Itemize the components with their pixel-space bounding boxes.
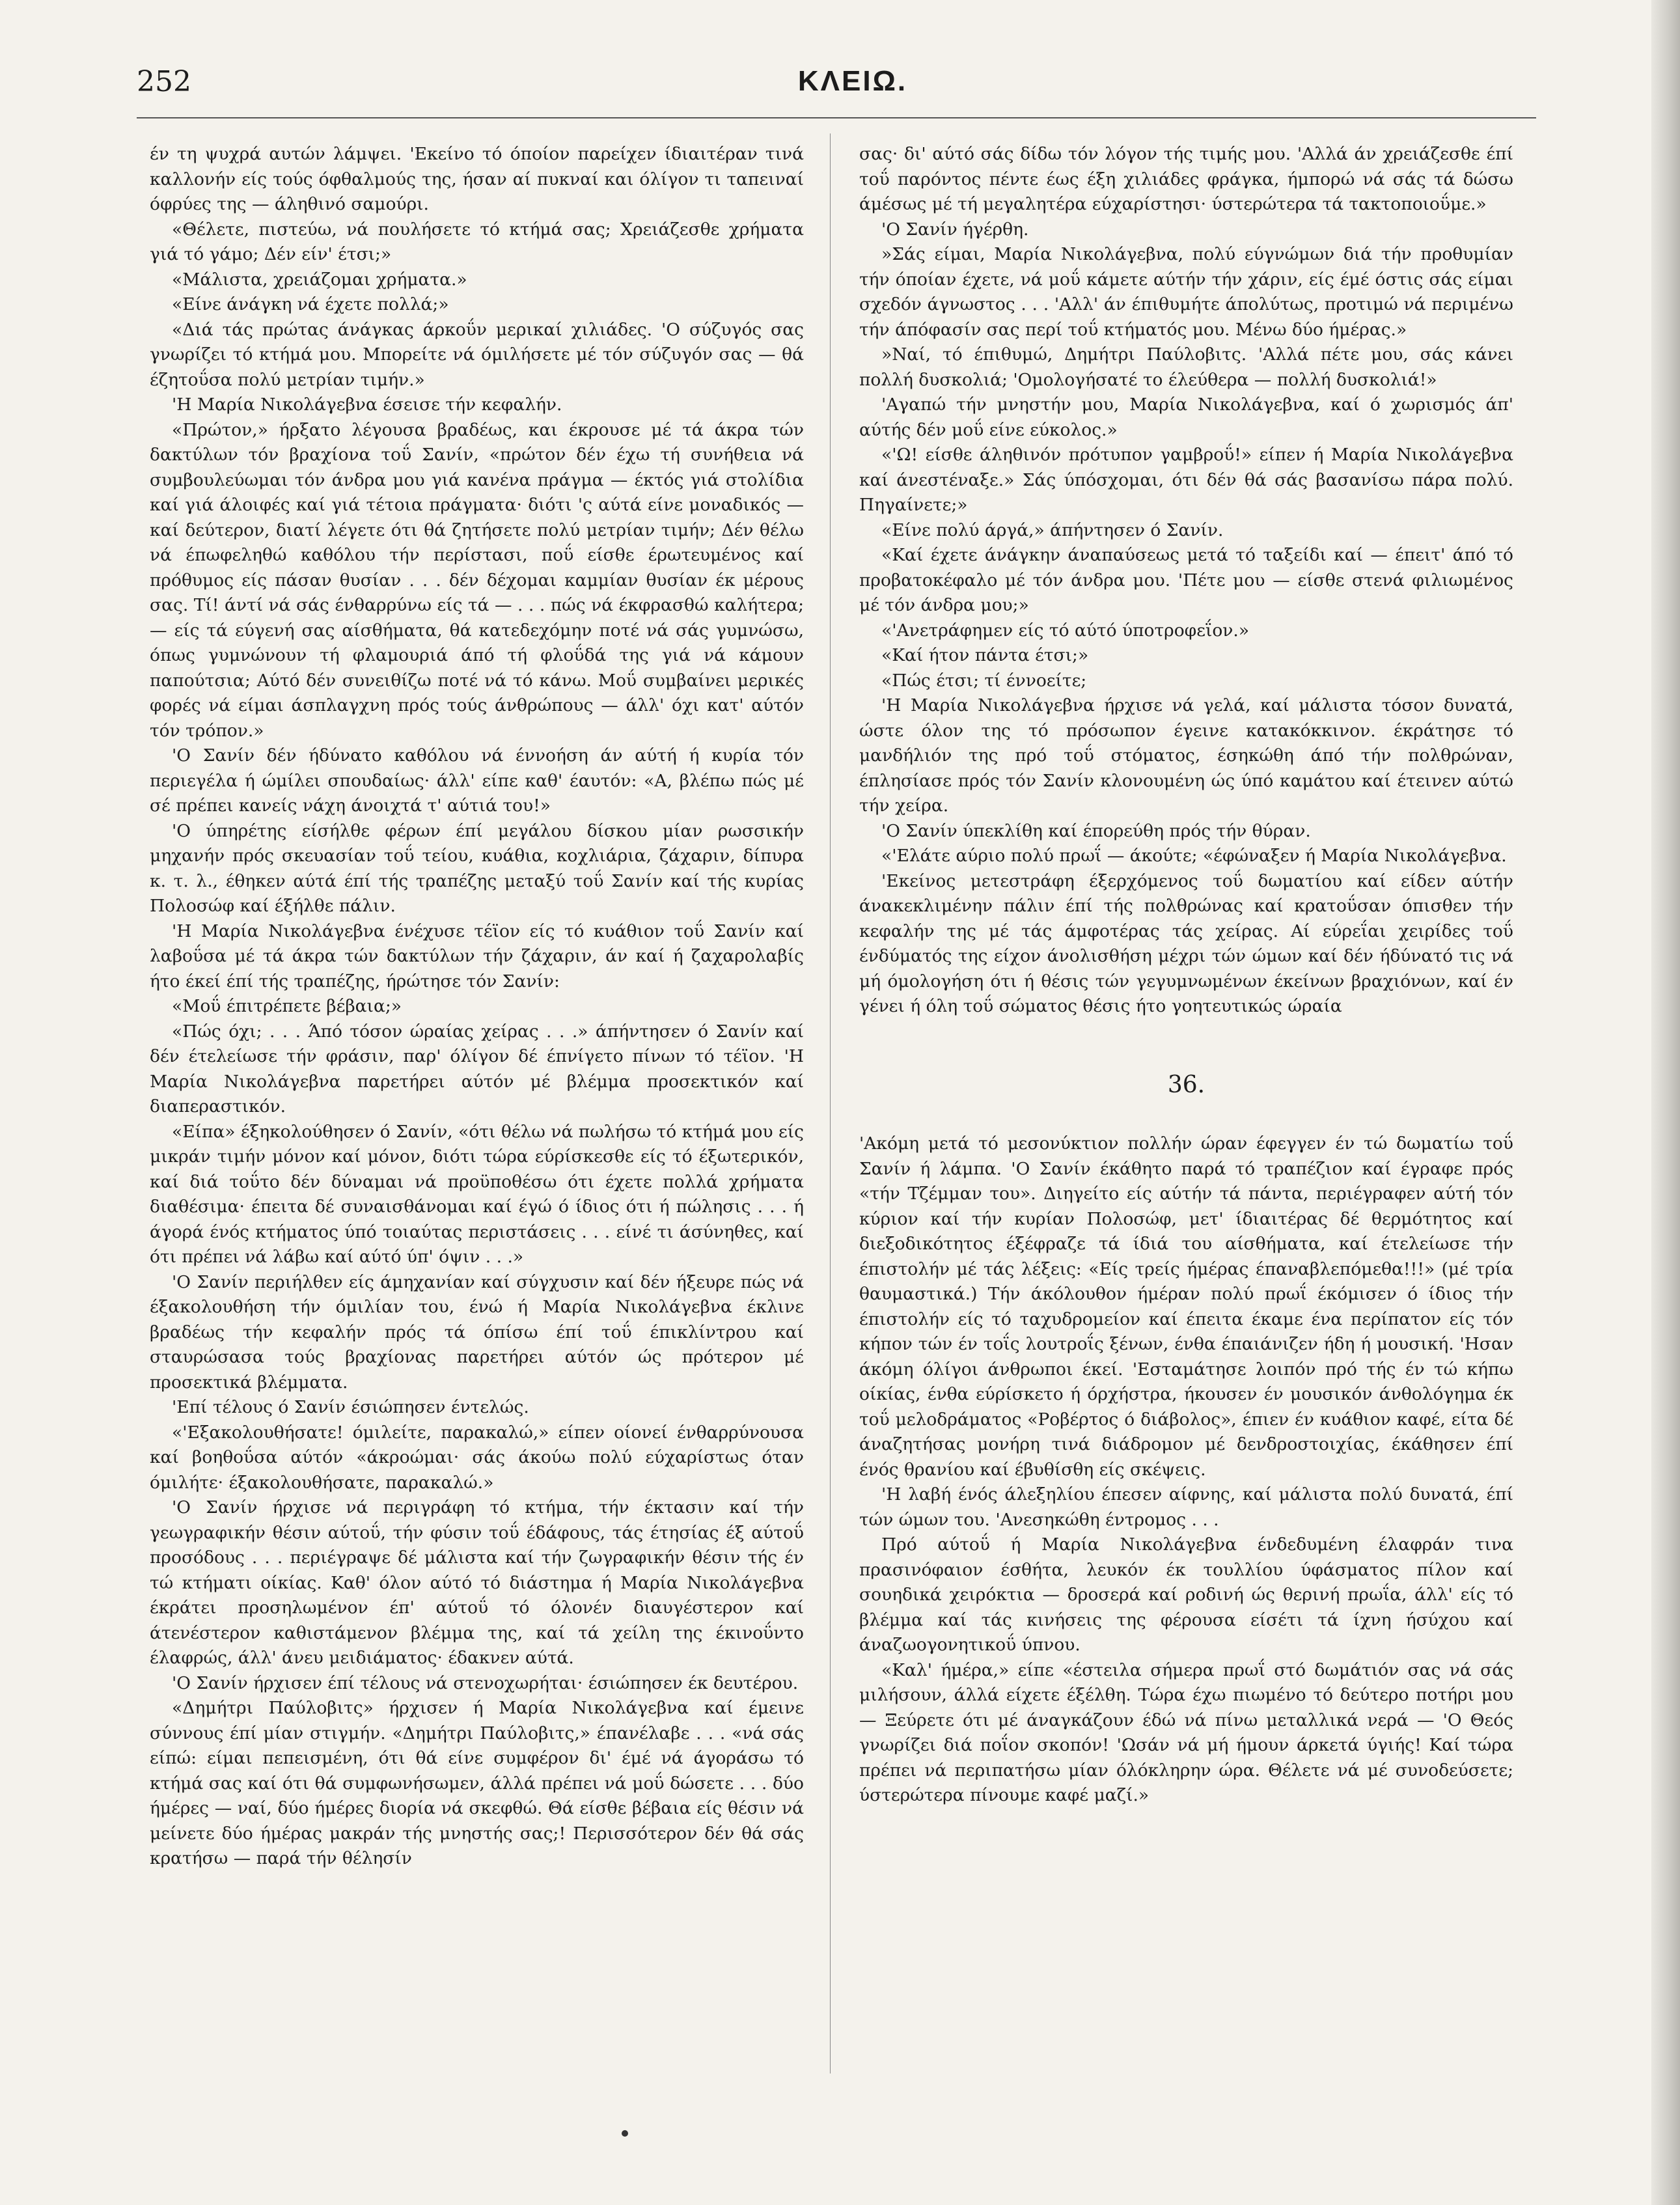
paragraph: 'Η Μαρία Νικολάγεβνα ήρχισε νά γελά, καί μάλιστα τόσον δυνατά, ώστε όλον της τό πρόσωπον έγεινε κατακόκκινον. έκράτησε τό μανδήλιόν της πρό τοΰ στόματος, έσηκώθη άπό τήν πολθρώναν, έπλησίασε πρός τόν Σανίν κλονουμένη ώς ύπό καμάτου καί έτεινεν αύτώ τήν χείρα. [859, 695, 1513, 816]
right-column-text-after-section [859, 1131, 1513, 1809]
paragraph: «Θέλετε, πιστεύω, νά πουλήσετε τό κτήμά σας; Χρειάζεσθε χρήματα γιά τό γάμο; Δέν είν' έτσι;» [150, 219, 804, 264]
header-rule [137, 117, 1536, 118]
paragraph: 'Επί τέλους ό Σανίν έσιώπησεν έντελώς. [172, 1397, 529, 1417]
paragraph: «Είπα» έξηκολούθησεν ό Σανίν, «ότι θέλω νά πωλήσω τό κτήμά μου είς μικράν τιμήν μόνον καί μόνον, διότι τώρα εύρίσκεσθε είς τό έξωτερικόν, καί διά τοΰτο δέν δύναμαι νά προϋποθέσω ότι έχετε πολλά χρήματα διαθέσιμα· έπειτα δέ συναισθάνομαι καί έγώ ό ίδιος ότι ή πώλησις . . . ή άγορά ένός κτήματος ύπό τοιαύτας περιστάσεις . . . είνέ τι άσύνηθες, καί ότι πρέπει νά λάβω καί αύτό ύπ' όψιν . . .» [150, 1121, 804, 1267]
paragraph: «'Εξακολουθήσατε! όμιλείτε, παρακαλώ,» είπεν οίονεί ένθαρρύνουσα καί βοηθοΰσα αύτόν «άκροώμαι· σάς άκούω πολύ εύχαρίστως όταν όμιλήτε· έξακολουθήσατε, παρακαλώ.» [150, 1422, 804, 1493]
right-column-text-before-section [859, 142, 1513, 1019]
paragraph: «Μάλιστα, χρειάζομαι χρήματα.» [172, 269, 467, 290]
paragraph: 'Ο Σανίν ήρχισε νά περιγράφη τό κτήμα, τήν έκτασιν καί τήν γεωγραφικήν θέσιν αύτοΰ, τήν φύσιν τοΰ έδάφους, τάς έτησίας έξ αύτοΰ προσόδους . . . περιέγραψε δέ μάλιστα καί τήν ζωγραφικήν θέσιν τής έν τώ κτήματι οίκίας. Καθ' όλον αύτό τό διάστημα ή Μαρία Νικολάγεβνα έκράτει προσηλωμένον έπ' αύτοΰ τό όλονέν διαυγέστερον καί άτενέστερον καθιστάμενον βλέμμα της, καί τά χείλη της έκινοΰντο έλαφρώς, άλλ' άνευ μειδιάματος· έδακνεν αύτά. [150, 1497, 804, 1668]
paragraph: 'Εκείνος μετεστράφη έξερχόμενος τοΰ δωματίου καί είδεν αύτήν άνακεκλιμένην πάλιν έπί τής πολθρώνας καί κρατοΰσαν όπισθεν τήν κεφαλήν της μέ τάς άμφοτέρας τάς χείρας. Αί εύρεΐαι χειρίδες τοΰ ένδύματός της είχον άνολισθήση μέχρι τών ώμων καί δέν ήδύνατό τις νά μή όμολογήση ότι ή θέσις τών γεγυμνωμένων έκείνων βραχιόνων, καί έν γένει ή όλη τοΰ σώματος θέσις ήτο γοητευτικώς ώραία [859, 870, 1513, 1016]
column-divider [830, 133, 831, 2073]
paragraph: «Πώς όχι; . . . Άπό τόσον ώραίας χείρας . . .» άπήντησεν ό Σανίν καί δέν έτελείωσε τήν φράσιν, παρ' όλίγον δέ έπνίγετο πίνων τό τέϊον. 'Η Μαρία Νικολάγεβνα παρετήρει αύτόν μέ βλέμμα προσεκτικόν καί διαπεραστικόν. [150, 1021, 804, 1116]
section-number: 36. [1167, 1071, 1205, 1098]
paragraph: 'Ο Σανίν δέν ήδύνατο καθόλου νά έννοήση άν αύτή ή κυρία τόν περιεγέλα ή ώμίλει σπουδαίως· άλλ' είπε καθ' έαυτόν: «Α, βλέπω πώς μέ σέ πρέπει κανείς νάχη άνοιχτά τ' αύτιά του!» [150, 745, 804, 816]
paragraph: 'Η Μαρία Νικολάγεβνα ένέχυσε τέϊον είς τό κυάθιον τοΰ Σανίν καί λαβοΰσα μέ τά άκρα τών δακτύλων τήν ζάχαριν, άν καί ή ζαχαρολαβίς ήτο έκεί έπί τής τραπέζης, ήρώτησε τόν Σανίν: [150, 921, 804, 992]
paragraph: 'Ο Σανίν ύπεκλίθη καί έπορεύθη πρός τήν θύραν. [881, 820, 1311, 841]
paragraph: «Μοΰ έπιτρέπετε βέβαια;» [172, 996, 402, 1016]
paragraph: 'Η λαβή ένός άλεξηλίου έπεσεν αίφνης, καί μάλιστα πολύ δυνατά, έπί τών ώμων του. 'Ανεσηκώθη έντρομος . . . [859, 1484, 1513, 1530]
paragraph: έν τη ψυχρά αυτών λάμψει. 'Εκείνο τό όποίον παρείχεν ίδιαιτέραν τινά καλλονήν είς τούς όφθαλμούς της, ήσαν αί πυκναί και όλίγον τι ταπειναί όφρύες της — άληθινό σαμούρι. [150, 144, 804, 214]
left-column [150, 142, 804, 2160]
page-number: 252 [137, 65, 191, 98]
paragraph: 'Ο Σανίν περιήλθεν είς άμηχανίαν καί σύγχυσιν καί δέν ήξευρε πώς νά έξακολουθήση τήν όμιλίαν του, ένώ ή Μαρία Νικολάγεβνα έκλινε βραδέως τήν κεφαλήν πρός τά όπίσω έπί τοΰ έπικλίντρου καί σταυρώσασα τούς βραχίονας παρετήρει αύτόν ώς πρότερον μέ προσεκτικά βλέμματα. [150, 1271, 804, 1393]
paragraph: «'Ελάτε αύριο πολύ πρωΐ — άκούτε; «έφώναξεν ή Μαρία Νικολάγεβνα. [881, 846, 1507, 866]
paragraph: 'Η Μαρία Νικολάγεβνα έσεισε τήν κεφαλήν. [172, 395, 562, 415]
paragraph: 'Ακόμη μετά τό μεσονύκτιον πολλήν ώραν έφεγγεν έν τώ δωματίω τοΰ Σανίν ή λάμπα. 'Ο Σανίν έκάθητο παρά τό τραπέζιον καί έγραφε πρός «τήν Τζέμμαν του». Διηγείτο είς αύτήν τά πάντα, περιέγραφεν αύτή τόν κύριον καί τήν κυρίαν Πολοσώφ, μετ' ίδιαιτέρας δέ θερμότητος καί διεξοδικότητος έξέφραζε τά ίδιά του αίσθήματα, καί έτελείωσε τήν έπιστολήν μέ τάς λέξεις: «Είς τρείς ήμέρας έπαναβλεπόμεθα!!!» (μέ τρία θαυμαστικά.) Τήν άκόλουθον ήμέραν πολύ πρωΐ έκόμισεν ό ίδιος τήν έπιστολήν είς τό ταχυδρομείον καί έπειτα έκαμε ένα περίπατον είς τόν κήπον τών έν τοΐς λουτροΐς ξένων, ένθα έπαιάνιζεν ήδη ή μουσική. 'Ησαν άκόμη όλίγοι άνθρωποι έκεί. 'Εσταμάτησε λοιπόν πρό τής έν τώ κήπω οίκίας, ένθα εύρίσκετο ή όρχήστρα, ήκουσεν έν μουσικόν άνθολόγημα έκ τοΰ μελοδράματος «Ροβέρτος ό διάβολος», έπιεν έν κυάθιον καφέ, είτα δέ άναζητήσας μονήρη τινά διάδρομον μέ δενδροστοιχίας, έκάθησεν έπί ένός θρανίου καί έβυθίσθη είς σκέψεις. [859, 1133, 1513, 1480]
paragraph: «'Ανετράφημεν είς τό αύτό ύποτροφεΐον.» [881, 620, 1250, 641]
paragraph: «Πώς έτσι; τί έννοείτε; [881, 670, 1087, 691]
paragraph: «Πρώτον,» ήρξατο λέγουσα βραδέως, και έκρουσε μέ τά άκρα τών δακτύλων τόν βραχίονα τοΰ Σανίν, «πρώτον δέν έχω τή συνήθεια νά συμβουλεύωμαι τόν άνδρα μου γιά κανένα πράγμα — έκτός γιά στολίδια καί γιά άλοιφές καί γιά τέτοια πράγματα· διότι 'ς αύτά είνε μοναδικός — καί δεύτερον, διατί λέγετε ότι θά ζητήσετε πολύ μετρίαν τιμήν; Δέν θέλω νά έπωφεληθώ καθόλου τήν περίστασι, ποΰ είσθε έρωτευμένος καί πρόθυμος είς πάσαν θυσίαν . . . δέν δέχομαι καμμίαν θυσίαν έκ μέρους σας. Τί! άντί νά σάς ένθαρρύνω είς τά — . . . πώς νά έκφρασθώ καλήτερα; — είς τά εύγενή σας αίσθήματα, θά κατεδεχόμην ποτέ νά σάς γυμνώσω, όπως γυμνώνουν τή φλαμουριά άπό τή φλοΰδά της γιά νά κάμουν παπούτσια; Αύτό δέν συνειθίζω ποτέ νά τό κάνω. Μοΰ συμβαίνει μερικές φορές νά είμαι άσπλαγχνη πρός τούς άνθρώπους — άλλ' όχι κατ' αύτόν τόν τρόπον.» [150, 419, 804, 741]
paragraph: »Σάς είμαι, Μαρία Νικολάγεβνα, πολύ εύγνώμων διά τήν προθυμίαν τήν όποίαν έχετε, νά μοΰ κάμετε αύτήν τήν χάριν, είς έμέ όστις σάς είμαι σχεδόν άγνωστος . . . 'Αλλ' άν έπιθυμήτε άπολύτως, προτιμώ νά περιμένω τήν άπόφασίν σας περί τοΰ κτήματός μου. Μένω δύο ήμέρας.» [859, 244, 1513, 340]
page-header [137, 65, 1569, 111]
right-column [859, 142, 1513, 2160]
paragraph: «Είνε πολύ άργά,» άπήντησεν ό Σανίν. [881, 520, 1224, 540]
paragraph: «Διά τάς πρώτας άνάγκας άρκοΰν μερικαί χιλιάδες. 'Ο σύζυγός σας γνωρίζει τό κτήμά μου. Μπορείτε νά όμιλήσετε μέ τόν σύζυγόν σας — θά έζητοΰσα πολύ μετρίαν τιμήν.» [150, 319, 804, 390]
paragraph: 'Αγαπώ τήν μνηστήν μου, Μαρία Νικολάγεβνα, καί ό χωρισμός άπ' αύτής δέν μοΰ είνε εύκολος.» [859, 395, 1513, 440]
paragraph: »Ναί, τό έπιθυμώ, Δημήτρι Παύλοβιτς. 'Αλλά πέτε μου, σάς κάνει πολλή δυσκολιά; 'Ομολογήσατέ το έλεύθερα — πολλή δυσκολιά!» [859, 344, 1513, 390]
running-head: ΚΛΕΙΩ. [797, 65, 908, 97]
paragraph: «Καί ήτον πάντα έτσι;» [881, 645, 1089, 665]
paragraph: «Καλ' ήμέρα,» είπε «έστειλα σήμερα πρωΐ στό δωμάτιόν σας νά σάς μιλήσουν, άλλά είχετε έξέλθη. Τώρα έχω πιωμένο τό δεύτερο ποτήρι μου — Ξεύρετε ότι μέ άναγκάζουν έδώ νά πίνω μεταλλικά νερά — 'Ο Θεός γνωρίζει διά ποΐον σκοπόν! 'Ωσάν νά μή ήμουν άρκετά ύγιής! Καί τώρα πρέπει νά περιπατήσω μίαν όλόκληρην ώρα. Θέλετε νά μέ συνοδεύσετε; ύστερώτερα πίνουμε καφέ μαζί.» [859, 1659, 1513, 1805]
paragraph: «Δημήτρι Παύλοβιτς» ήρχισεν ή Μαρία Νικολάγεβνα καί έμεινε σύννους έπί μίαν στιγμήν. «Δημήτρι Παύλοβιτς,» έπανέλαβε . . . «νά σάς είπώ: είμαι πεπεισμένη, ότι θά είνε συμφέρον δι' έμέ νά άγοράσω τό κτήμά σας καί ότι θά συμφωνήσωμεν, άλλά πρέπει νά μοΰ δώσετε . . . δύο ήμέρες — ναί, δύο ήμέρες διορία νά σκεφθώ. Θά είσθε βέβαια είς θέσιν νά μείνετε δύο ήμέρας μακράν τής μνηστής σας;! Περισσότερον δέν θά σάς κρατήσω — παρά τήν θέλησίν [150, 1698, 804, 1868]
paragraph: 'Ο Σανίν ήρχισεν έπί τέλους νά στενοχωρήται· έσιώπησεν έκ δευτέρου. [172, 1672, 799, 1693]
page-edge-shadow [1651, 0, 1680, 2205]
paragraph: σας· δι' αύτό σάς δίδω τόν λόγον τής τιμής μου. 'Αλλά άν χρειάζεσθε έπί τοΰ παρόντος πέντε έως έξη χιλιάδες φράγκα, ήμπορώ νά σάς τά δώσω άμέσως μέ τή μεγαλητέρα εύχαρίστησι· ύστερώτερα τά τακτοποιοΰμε.» [859, 144, 1513, 214]
paragraph: 'Ο Σανίν ήγέρθη. [881, 219, 1029, 240]
paragraph: «Καί έχετε άνάγκην άναπαύσεως μετά τό ταξείδι καί — έπειτ' άπό τό προβατοκέφαλο μέ τόν άνδρα μου. 'Πέτε μου — είσθε στενά φιλιωμένος μέ τόν άνδρα μου;» [859, 545, 1513, 615]
paragraph: 'Ο ύπηρέτης είσήλθε φέρων έπί μεγάλου δίσκου μίαν ρωσσικήν μηχανήν πρός σκευασίαν τοΰ τείου, κυάθια, κοχλιάρια, ζάχαριν, δίπυρα κ. τ. λ., έθηκεν αύτά έπί τής τραπέζης μεταξύ τοΰ Σανίν καί τής κυρίας Πολοσώφ καί έξήλθε πάλιν. [150, 820, 804, 916]
paragraph: «Είνε άνάγκη νά έχετε πολλά;» [172, 294, 449, 314]
page-mark-dot [622, 2130, 628, 2137]
paragraph: Πρό αύτοΰ ή Μαρία Νικολάγεβνα ένδεδυμένη έλαφράν τινα πρασινόφαιον έσθήτα, λευκόν έκ τουλλίου ύφάσματος πίλον καί σουηδικά χειρόκτια — δροσερά καί ροδινή ώς θερινή πρωΐα, άλλ' είς τό βλέμμα καί τάς κινήσεις της φέρουσα είσέτι τά ίχνη ήσύχου καί άναζωογονητικοΰ ύπνου. [859, 1534, 1513, 1655]
paragraph: «'Ω! είσθε άληθινόν πρότυπον γαμβροΰ!» είπεν ή Μαρία Νικολάγεβνα καί άνεστέναξε.» Σάς ύπόσχομαι, ότι δέν θά σάς βασανίσω πάρα πολύ. Πηγαίνετε;» [859, 445, 1513, 515]
